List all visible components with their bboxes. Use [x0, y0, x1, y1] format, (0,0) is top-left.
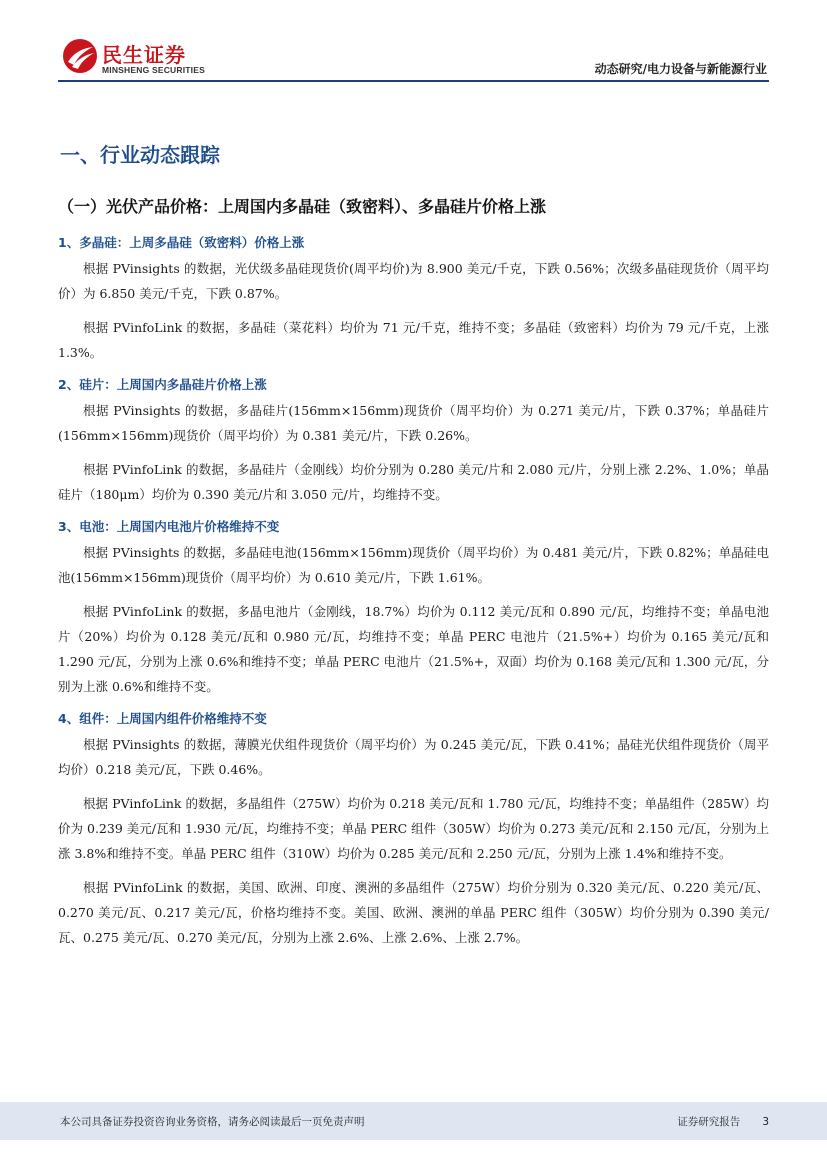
footer-disclaimer: 本公司具备证券投资咨询业务资格，请务必阅读最后一页免责声明 [60, 1116, 365, 1128]
paragraph: 根据 PVinsights 的数据，多晶硅电池(156mm×156mm)现货价（周平均价）为 0.481 美元/片，下跌 0.82%；单晶硅电池(156mm×156mm)现货价（周平均价）为 0.610 美元/片，下跌 1.61%。 [58, 545, 769, 585]
header-divider [58, 80, 769, 82]
minsheng-logo-icon [62, 38, 98, 74]
section-heading: 4、组件：上周国内组件价格维持不变 [58, 711, 267, 726]
logo-chinese-name: 民生证券 [102, 43, 186, 67]
footer-right [677, 1114, 769, 1129]
company-logo [62, 38, 222, 82]
report-body [58, 140, 769, 959]
section-wafer [58, 374, 769, 507]
page-footer [0, 1102, 827, 1140]
section-heading: 3、电池：上周国内电池片价格维持不变 [58, 519, 280, 534]
paragraph: 根据 PVinsights 的数据，光伏级多晶硅现货价(周平均价)为 8.900 美元/千克，下跌 0.56%；次级多晶硅现货价（周平均价）为 6.850 美元/千克，下跌 0.87%。 [58, 261, 769, 301]
paragraph: 根据 PVinfoLink 的数据，多晶硅片（金刚线）均价分别为 0.280 美元/片和 2.080 元/片，分别上涨 2.2%、1.0%；单晶硅片（180μm）均价为 0.390 美元/片和 3.050 元/片，均维持不变。 [58, 462, 769, 502]
report-category: 动态研究/电力设备与新能源行业 [594, 62, 767, 76]
page-number: 3 [762, 1116, 769, 1128]
paragraph: 根据 PVinfoLink 的数据，多晶电池片（金刚线，18.7%）均价为 0.112 美元/瓦和 0.890 元/瓦，均维持不变；单晶电池片（20%）均价为 0.128 美元/瓦和 0.980 元/瓦，均维持不变；单晶 PERC 电池片（21.5%+）均价为 0.165 美元/瓦和 1.290 元/瓦，分别为上涨 0.6%和维持不变；单晶 PERC 电池片（21.5%+，双面）均价为 0.168 美元/瓦和 1.300 元/瓦，分别为上涨 0.6%和维持不变。 [58, 604, 769, 694]
section-module [58, 708, 769, 950]
subsection-title: （一）光伏产品价格：上周国内多晶硅（致密料）、多晶硅片价格上涨 [58, 197, 547, 216]
page-header [0, 0, 827, 84]
report-type: 证券研究报告 [677, 1116, 741, 1128]
paragraph: 根据 PVinfoLink 的数据，美国、欧洲、印度、澳洲的多晶组件（275W）均价分别为 0.320 美元/瓦、0.220 美元/瓦、0.270 美元/瓦、0.217 美元/瓦，价格均维持不变。美国、欧洲、澳洲的单晶 PERC 组件（305W）均价分别为 0.390 美元/瓦、0.275 美元/瓦、0.270 美元/瓦，分别为上涨 2.6%、上涨 2.6%、上涨 2.7%。 [58, 880, 769, 945]
section-heading: 2、硅片：上周国内多晶硅片价格上涨 [58, 377, 267, 392]
paragraph: 根据 PVinfoLink 的数据，多晶组件（275W）均价为 0.218 美元/瓦和 1.780 元/瓦，均维持不变；单晶组件（285W）均价为 0.239 美元/瓦和 1.930 元/瓦，均维持不变；单晶 PERC 组件（305W）均价为 0.273 美元/瓦和 2.150 元/瓦，分别为上涨 3.8%和维持不变。单晶 PERC 组件（310W）均价为 0.285 美元/瓦和 2.250 元/瓦，分别为上涨 1.4%和维持不变。 [58, 796, 769, 861]
logo-english-name: MINSHENG SECURITIES [102, 65, 205, 75]
paragraph: 根据 PVinsights 的数据，多晶硅片(156mm×156mm)现货价（周平均价）为 0.271 美元/片，下跌 0.37%；单晶硅片(156mm×156mm)现货价（周平均价）为 0.381 美元/片，下跌 0.26%。 [58, 403, 769, 443]
section-polysilicon [58, 232, 769, 365]
section-cell [58, 516, 769, 699]
section-heading: 1、多晶硅：上周多晶硅（致密料）价格上涨 [58, 235, 305, 250]
paragraph: 根据 PVinfoLink 的数据，多晶硅（菜花料）均价为 71 元/千克，维持不变；多晶硅（致密料）均价为 79 元/千克，上涨 1.3%。 [58, 320, 769, 360]
section-title: 一、行业动态跟踪 [60, 143, 220, 167]
paragraph: 根据 PVinsights 的数据，薄膜光伏组件现货价（周平均价）为 0.245 美元/瓦，下跌 0.41%；晶硅光伏组件现货价（周平均价）0.218 美元/瓦，下跌 0.46%。 [58, 737, 769, 777]
